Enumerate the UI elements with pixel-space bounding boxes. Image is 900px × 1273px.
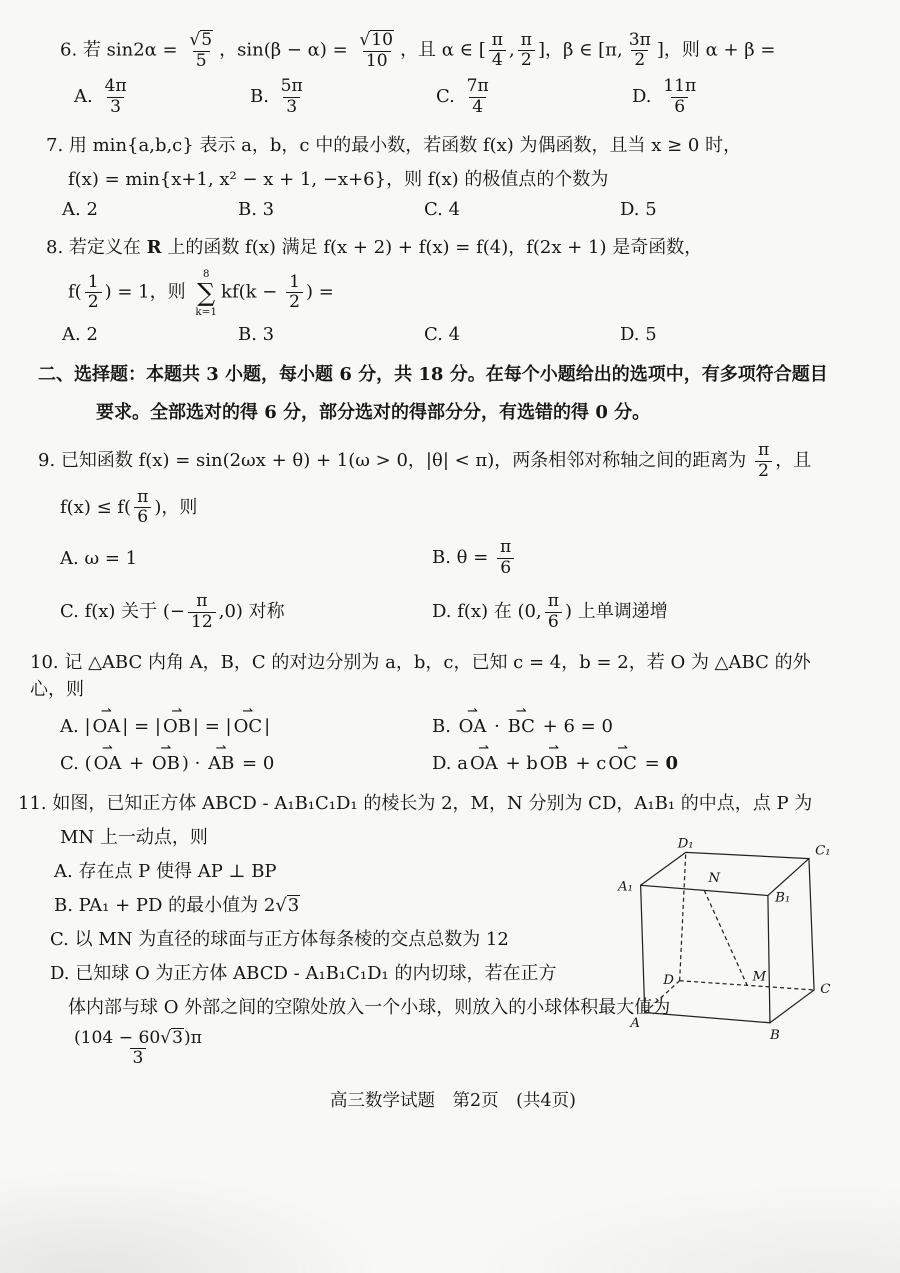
question-11-option-d-value: $\frac{(104 - 60√3)\pi}{3}$	[74, 1027, 202, 1069]
vertex-label-a1: A₁	[618, 879, 634, 895]
question-7-options	[60, 199, 846, 220]
question-6	[60, 30, 846, 118]
question-6-option-c: C. $\frac{7\pi}{4}$	[436, 76, 489, 117]
cube-figure	[616, 836, 850, 1046]
question-9-option-a: A. ω = 1	[60, 547, 138, 569]
question-7	[46, 132, 846, 221]
question-7-option-c: C. 4	[424, 199, 461, 221]
question-8-option-a: A. 2	[62, 323, 98, 345]
vertex-label-b1: B₁	[775, 890, 791, 906]
question-8-option-b: B. 3	[238, 323, 275, 345]
question-9-stem-line-1: 9. 已知函数 f(x) = sin(2ωx + θ) + 1(ω > 0，|θ| < π)，两条相邻对称轴之间的距离为 $\frac{\pi}{2}$ ，且	[38, 440, 812, 481]
question-11-option-d-line-1: D. 已知球 O 为正方体 ABCD - A₁B₁C₁D₁ 的内切球，若在正方	[50, 962, 557, 984]
question-9-options	[60, 538, 846, 633]
question-7-stem-line-2: f(x) = min{x+1, x² − x + 1, −x+6}，则 f(x) 的极值点的个数为	[68, 168, 609, 190]
vertex-label-d1: D₁	[677, 836, 694, 852]
question-8-options	[60, 324, 846, 345]
question-8-option-c: C. 4	[424, 323, 461, 345]
cube-edges	[641, 853, 814, 1023]
question-10-option-d: D. a OA ⇀ + b OB ⇀ + c OC ⇀ = 0	[432, 751, 846, 774]
question-7-option-a: A. 2	[62, 199, 98, 221]
question-10-stem: 10. 记 △ABC 内角 A，B，C 的对边分别为 a，b，c，已知 c = 4，b = 2，若 O 为 △ABC 的外心，则	[30, 651, 811, 701]
question-6-option-a: A. $\frac{4\pi}{3}$	[74, 76, 127, 117]
question-9	[38, 440, 846, 632]
question-11-stem-line-2: MN 上一动点，则	[60, 827, 208, 849]
section-2-header	[38, 359, 846, 430]
vertex-label-a: A	[630, 1016, 641, 1032]
midpoint-label-m: M	[752, 970, 767, 986]
question-9-option-b: B. θ = $\frac{\pi}{6}$	[432, 538, 846, 578]
question-8-stem-line-1: 8. 若定义在 R 上的函数 f(x) 满足 f(x + 2) + f(x) = f(4)，f(2x + 1) 是奇函数，	[46, 237, 703, 259]
question-11-option-a: A. 存在点 P 使得 AP ⊥ BP	[54, 861, 277, 883]
question-11	[18, 790, 846, 1069]
question-8-stem-line-2: f( $\frac{1}{2}$ ) = 1，则 8 ∑ k=1 kf(k − $\frac{1}{2}$ ) =	[68, 268, 334, 318]
question-10-options	[60, 714, 846, 774]
vertex-label-c1: C₁	[815, 843, 831, 859]
section-2-header-line-1: 二、选择题：本题共 3 小题，每小题 6 分，共 18 分。在每个小题给出的选项中，有多项符合题目	[38, 363, 828, 385]
question-9-option-d: D. f(x) 在 (0, $\frac{\pi}{6}$ ) 上单调递增	[432, 591, 668, 632]
question-10	[30, 649, 846, 775]
vertex-label-b: B	[769, 1028, 780, 1044]
question-11-stem-line-1: 11. 如图，已知正方体 ABCD - A₁B₁C₁D₁ 的棱长为 2，M，N 分别为 CD，A₁B₁ 的中点，点 P 为	[18, 793, 813, 815]
question-7-stem-line-1: 7. 用 min{a,b,c} 表示 a，b，c 中的最小数，若函数 f(x) 为偶函数，且当 x ≥ 0 时，	[46, 134, 742, 156]
question-6-option-d: D. $\frac{11\pi}{6}$	[632, 76, 697, 117]
question-8	[46, 234, 846, 345]
question-6-option-b: B. $\frac{5\pi}{3}$	[250, 76, 303, 117]
question-10-option-a: A. | OA ⇀ | = | OB ⇀ | = | OC ⇀ |	[60, 714, 432, 737]
question-7-option-d: D. 5	[620, 199, 657, 221]
question-11-option-c: C. 以 MN 为直径的球面与正方体每条棱的交点总数为 12	[50, 928, 509, 950]
question-11-option-d-line-2: 体内部与球 O 外部之间的空隙处放入一个小球，则放入的小球体积最大值为	[68, 996, 671, 1018]
vertex-label-d: D	[663, 973, 674, 989]
question-6-options	[60, 77, 846, 117]
question-7-option-b: B. 3	[238, 199, 275, 221]
question-10-option-c: C. ( OA ⇀ + OB ⇀ ) · AB ⇀ = 0	[60, 751, 432, 774]
midpoint-label-n: N	[708, 871, 721, 887]
question-11-option-b: B. PA₁ + PD 的最小值为 2√3	[54, 894, 300, 916]
vertex-label-c: C	[820, 982, 831, 998]
section-2-header-line-2: 要求。全部选对的得 6 分，部分选对的得部分分，有选错的得 0 分。	[96, 401, 651, 423]
page-footer: 高三数学试题 第2页 (共4页)	[330, 1090, 576, 1111]
question-10-option-b: B. OA ⇀ · BC ⇀ + 6 = 0	[432, 714, 846, 737]
question-6-stem: 6. 若 sin2α = $\frac{√5}{5}$ ，sin(β − α) = $\frac{√10}{10}$ ，且 α ∈ [ $\frac{\pi}{4}$ , $\frac{\pi}{2}$ ]，β ∈ [π, $\frac{3\pi}{2}$ ]，则 α + β =	[60, 29, 776, 71]
question-9-stem-line-2: f(x) ≤ f( $\frac{\pi}{6}$ )，则	[60, 486, 198, 528]
question-9-option-c: C. f(x) 关于 (− $\frac{\pi}{12}$ ,0) 对称	[60, 591, 285, 632]
question-8-option-d: D. 5	[620, 323, 657, 345]
